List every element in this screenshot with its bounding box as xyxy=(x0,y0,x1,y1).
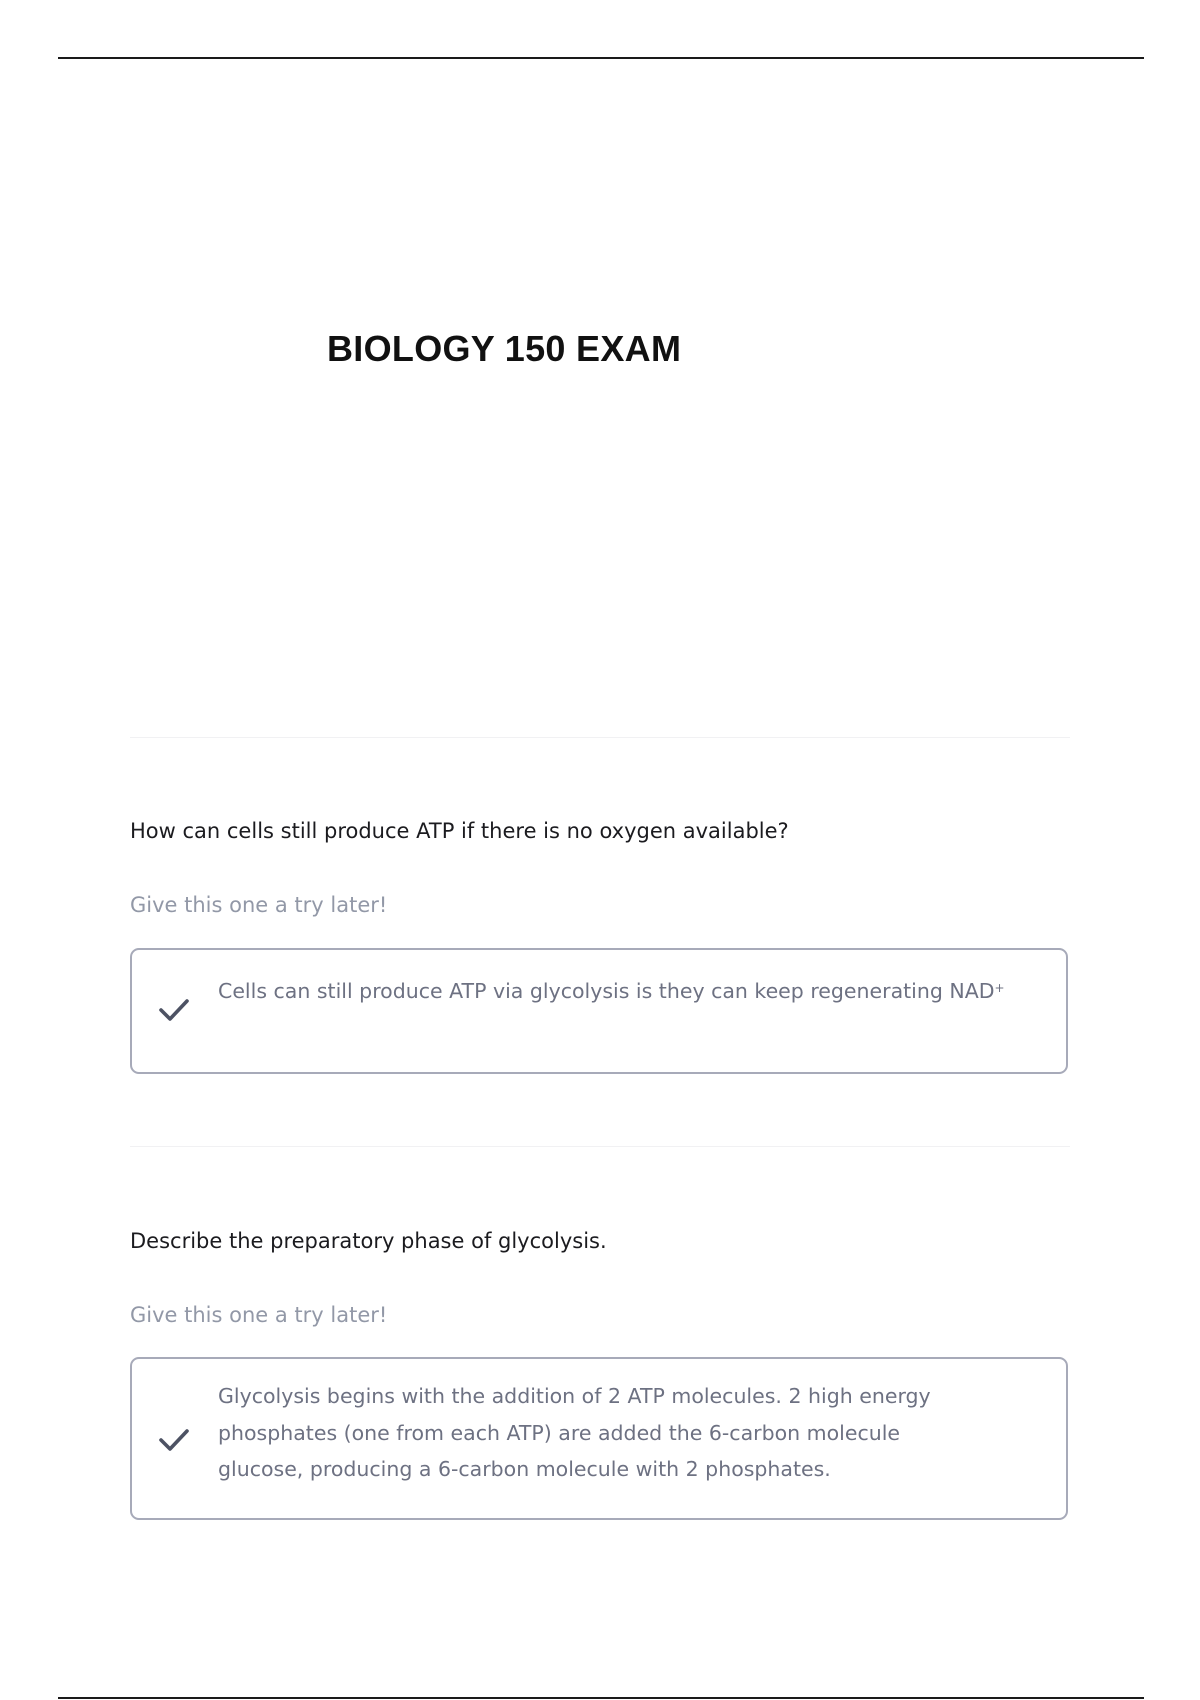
answer-superscript: + xyxy=(994,981,1005,995)
card-divider xyxy=(130,737,1070,738)
answer-card[interactable] xyxy=(130,1357,1068,1520)
answer-line: Glycolysis begins with the addition of 2 ATP molecules. 2 high energy xyxy=(218,1384,931,1408)
answer-text xyxy=(218,970,1018,1010)
answer-line: glucose, producing a 6-carbon molecule with 2 phosphates. xyxy=(218,1457,831,1481)
try-later-status: Give this one a try later! xyxy=(130,893,388,917)
checkmark-icon xyxy=(159,1428,189,1452)
header-rule xyxy=(58,57,1144,59)
question-text: How can cells still produce ATP if there is no oxygen available? xyxy=(130,819,789,843)
answer-line: phosphates (one from each ATP) are added the 6-carbon molecule xyxy=(218,1420,901,1445)
question-text: Describe the preparatory phase of glycolysis. xyxy=(130,1229,607,1253)
checkmark-icon xyxy=(159,998,189,1022)
try-later-status: Give this one a try later! xyxy=(130,1303,388,1327)
answer-card[interactable] xyxy=(130,948,1068,1074)
footer-rule xyxy=(58,1697,1144,1699)
answer-text xyxy=(218,1378,1038,1488)
answer-text-main: Cells can still produce ATP via glycolysis is they can keep regenerating NAD xyxy=(218,979,995,1003)
card-divider xyxy=(130,1146,1070,1147)
exam-title: BIOLOGY 150 EXAM xyxy=(327,328,682,369)
